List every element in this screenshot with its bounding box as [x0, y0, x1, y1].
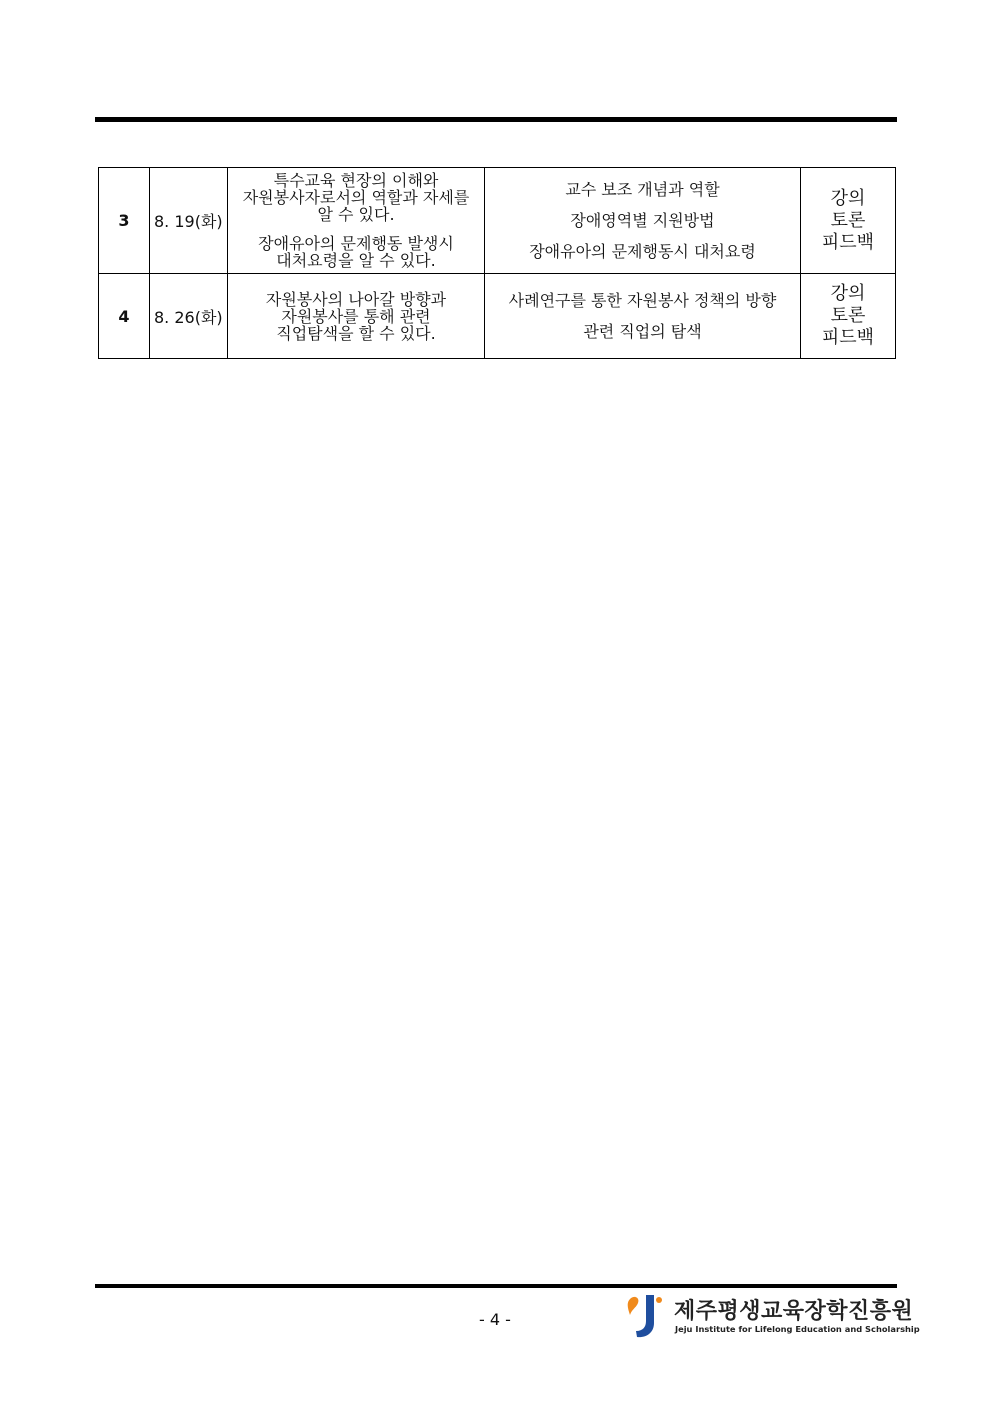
teaching-methods	[801, 168, 896, 274]
schedule-table	[98, 167, 896, 359]
session-number: 3	[99, 168, 150, 274]
objective-line: 자원봉사의 나아갈 방향과	[265, 289, 447, 309]
table-row	[99, 168, 896, 274]
content-line: 관련 직업의 탐색	[583, 322, 702, 341]
method-line: 토론	[830, 305, 866, 326]
objective-line: 특수교육 현장의 이해와	[273, 171, 439, 190]
objective-line: 장애유아의 문제행동 발생시	[258, 234, 454, 253]
organization-name-english: Jeju Institute for Lifelong Education and Scholarship	[675, 1324, 920, 1334]
method-line: 강의	[830, 187, 866, 209]
session-number: 4	[99, 274, 150, 359]
header-rule	[95, 117, 897, 122]
objective-line: 자원봉사자로서의 역할과 자세를	[242, 188, 470, 207]
objective-line: 직업탐색을 할 수 있다.	[276, 323, 436, 343]
teaching-methods	[801, 274, 896, 359]
organization-logo	[624, 1293, 920, 1341]
objective-line: 알 수 있다.	[317, 205, 395, 224]
learning-objectives	[228, 274, 485, 359]
learning-objectives	[228, 168, 485, 274]
page-number: - 4 -	[479, 1310, 511, 1329]
content-line: 교수 보조 개념과 역할	[565, 180, 720, 199]
method-line: 피드백	[821, 231, 875, 253]
content-line: 장애영역별 지원방법	[570, 211, 715, 230]
logo-mark-icon	[624, 1293, 664, 1339]
objective-line: 자원봉사를 통해 관련	[281, 306, 431, 326]
session-date: 8. 19(화)	[150, 168, 228, 274]
organization-name: 제주평생교육장학진흥원	[674, 1299, 914, 1324]
method-line: 토론	[830, 209, 866, 231]
session-contents	[485, 168, 801, 274]
content-line: 사례연구를 통한 자원봉사 정책의 방향	[508, 291, 777, 310]
method-line: 강의	[830, 283, 866, 304]
session-contents	[485, 274, 801, 359]
table-row	[99, 274, 896, 359]
footer-rule	[95, 1284, 897, 1288]
content-line: 장애유아의 문제행동시 대처요령	[529, 242, 756, 261]
objective-line: 대처요령을 알 수 있다.	[276, 251, 436, 270]
session-date: 8. 26(화)	[150, 274, 228, 359]
method-line: 피드백	[821, 327, 875, 348]
